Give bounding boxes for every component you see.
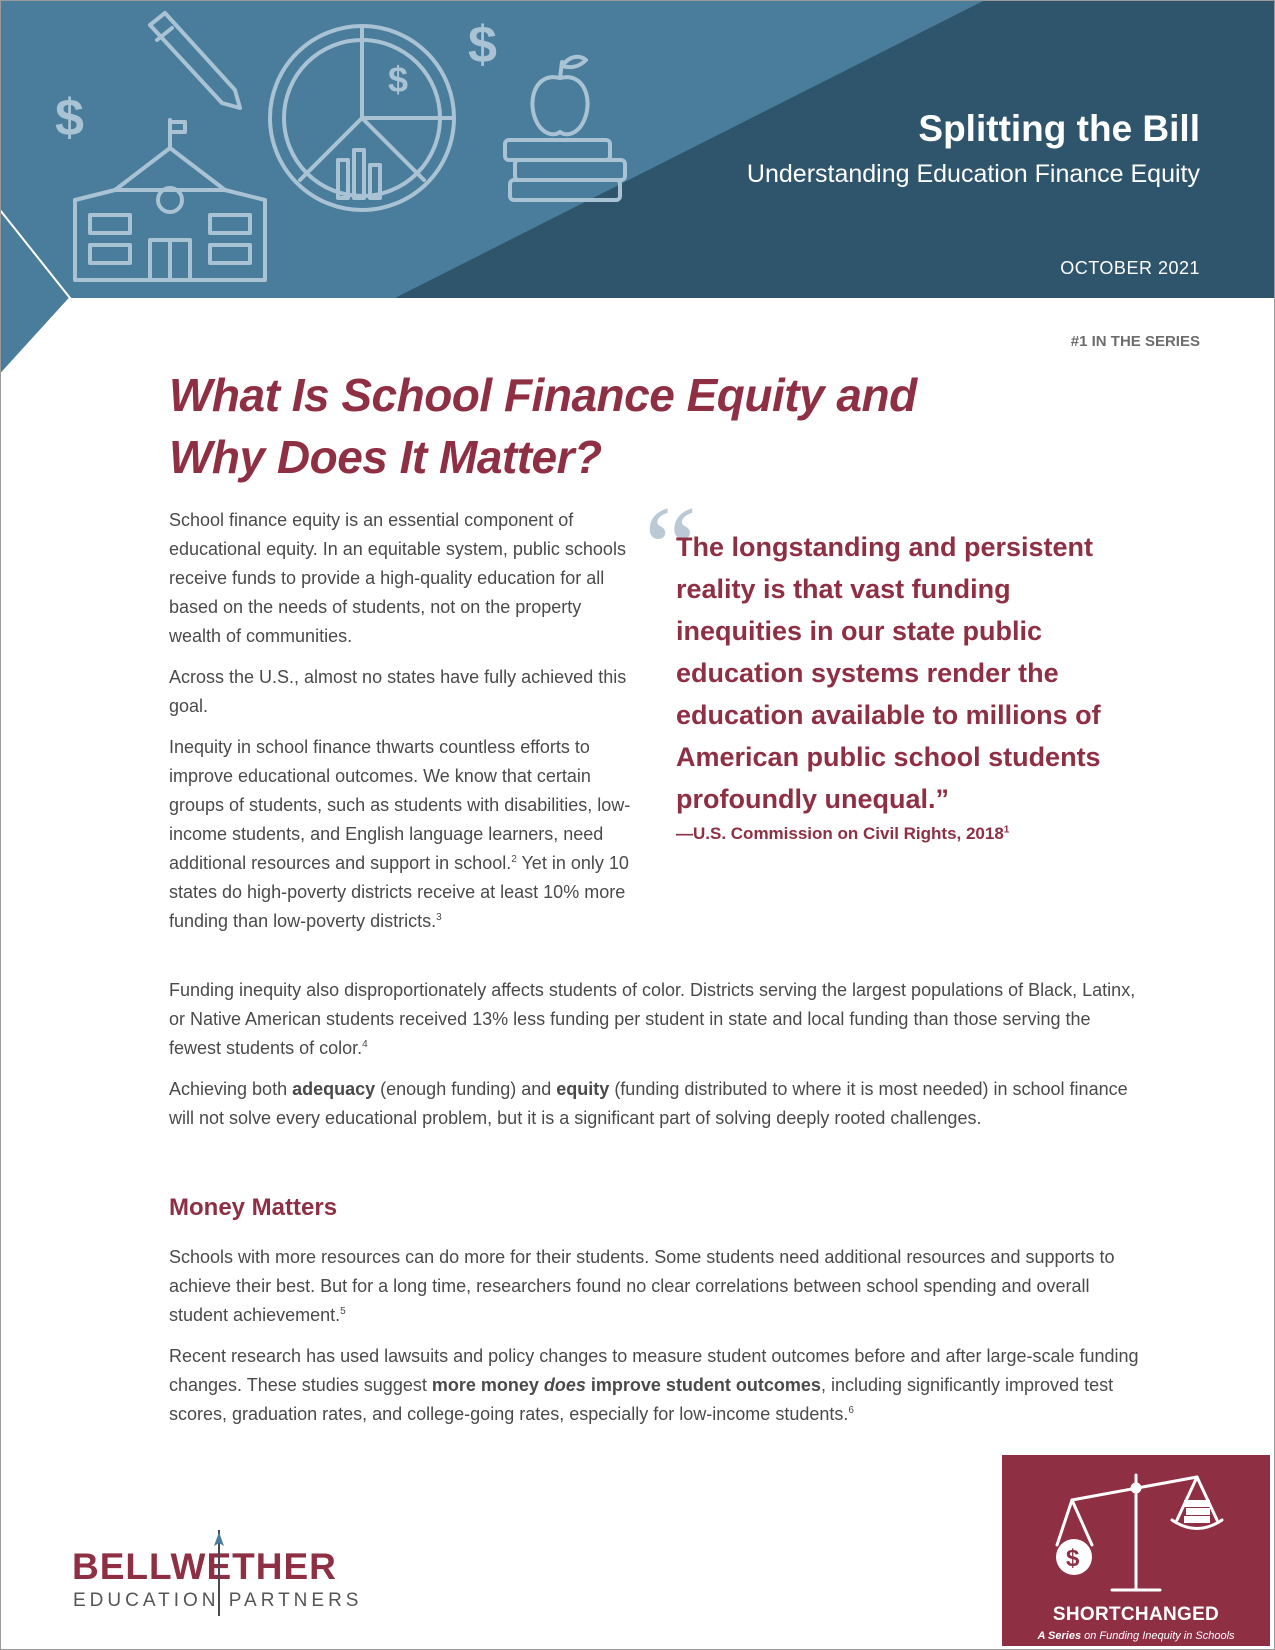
footnote-ref: 1: [1003, 824, 1010, 836]
shortchanged-title: SHORTCHANGED: [1052, 1604, 1220, 1625]
paragraph-3: [169, 733, 634, 936]
svg-text:$: $: [55, 89, 84, 147]
paragraph-4: [169, 976, 1139, 1063]
paragraph-6-text: Schools with more resources can do more for their students. Some students need additional resources and supports to achieve their best. But for a long time, researchers found no clear correlations between school spending and overall student achievement.: [169, 1247, 1115, 1325]
paragraph-7: [169, 1342, 1139, 1429]
paragraph-5-text-c: (enough funding) and: [375, 1079, 557, 1099]
pull-quote: The longstanding and persistent reality is that vast funding inequities in our state public education systems render the education available to millions of American public school students profoundly unequal.”: [676, 532, 1101, 814]
pie-chart-icon: [270, 26, 454, 210]
bold-adequacy: adequacy: [292, 1079, 376, 1099]
paragraph-5-text-a: Achieving both: [169, 1079, 293, 1099]
report-date: OCTOBER 2021: [1060, 258, 1200, 278]
paragraph-4-text: Funding inequity also disproportionately affects students of color. Districts serving the largest populations of Black, Latinx, or Native American students received 13% less funding per student in state and local funding than those serving the fewest students of color.: [169, 980, 1136, 1058]
report-subtitle: Understanding Education Finance Equity: [746, 160, 1200, 188]
paragraph-7-text-a: Recent research has used lawsuits and policy changes to measure student outcomes before and after large-scale funding changes. These studies suggest: [169, 1346, 1139, 1395]
tagline-bold: A Series: [1037, 1630, 1082, 1642]
paragraph-5-text-d: (funding distributed to where it is most needed) in school finance will not solve every educational problem, but it is a significant part of solving deeply rooted challenges.: [169, 1079, 1128, 1128]
footnote-ref: 3: [436, 912, 442, 923]
full-width-section-2: [169, 1243, 1139, 1441]
page-title: [169, 364, 1069, 488]
paragraph-3-text-b: Yet in only 10 states do high-poverty districts receive at least 10% more funding than low-poverty districts.: [169, 853, 629, 931]
dollar-icon: [55, 89, 84, 147]
apple-books-icon: [505, 57, 625, 200]
paragraph-1: School finance equity is an essential component of educational equity. In an equitable system, public schools receive funds to provide a high-quality education for all based on the needs of students, not on the property wealth of communities.: [169, 510, 626, 646]
bellwether-logo-name: BELLWETHER: [72, 1546, 337, 1587]
paragraph-6: [169, 1243, 1139, 1330]
footnote-ref: 6: [848, 1405, 854, 1416]
full-width-section-1: [169, 976, 1139, 1145]
paragraph-5: [169, 1075, 1139, 1133]
quote-attribution-text: —U.S. Commission on Civil Rights, 2018: [676, 824, 1004, 843]
section-heading: Money Matters: [169, 1194, 338, 1221]
quote-mark: “: [644, 481, 698, 614]
scale-icon: [1002, 1455, 1270, 1605]
footnote-ref: 2: [511, 854, 517, 865]
dollar-icon: [468, 16, 497, 74]
schoolhouse-icon: [75, 120, 265, 280]
banner-arrow-tab: [0, 210, 80, 380]
paragraph-7-text-c: , including significantly improved test scores, graduation rates, and college-going rates, especially for low-income students.: [169, 1375, 1114, 1424]
footnote-ref: 5: [340, 1306, 346, 1317]
left-column: [169, 506, 634, 948]
svg-text:$: $: [388, 59, 409, 100]
tagline-text: on Funding Inequity in Schools: [1081, 1630, 1235, 1642]
svg-text:$: $: [1066, 1545, 1080, 1572]
title-line-1: What Is School Finance Equity and: [169, 369, 917, 421]
banner-illustration: [0, 0, 700, 298]
bold-phrase: [432, 1375, 821, 1395]
pencil-icon: [150, 13, 240, 108]
series-number: #1 IN THE SERIES: [1070, 333, 1200, 350]
bold-more-money: more money: [431, 1375, 544, 1395]
bold-equity: equity: [556, 1079, 610, 1099]
bellwether-logo-sub: EDUCATION PARTNERS: [73, 1590, 363, 1611]
quote-attribution: [676, 824, 1009, 844]
paragraph-3-text-a: Inequity in school finance thwarts countless efforts to improve educational outcomes. We know that certain groups of students, such as students with disabilities, low-income students, and English language learners, need additional resources and support in school.: [169, 737, 631, 873]
svg-text:$: $: [468, 16, 497, 74]
shortchanged-tagline: [1002, 1630, 1270, 1642]
bold-italic-does: does: [543, 1375, 586, 1395]
paragraph-2: Across the U.S., almost no states have fully achieved this goal.: [169, 667, 627, 716]
title-line-2: Why Does It Matter?: [169, 431, 602, 483]
bold-improve: improve student outcomes: [585, 1375, 821, 1395]
report-title: Splitting the Bill: [918, 108, 1200, 149]
footnote-ref: 4: [362, 1039, 368, 1050]
